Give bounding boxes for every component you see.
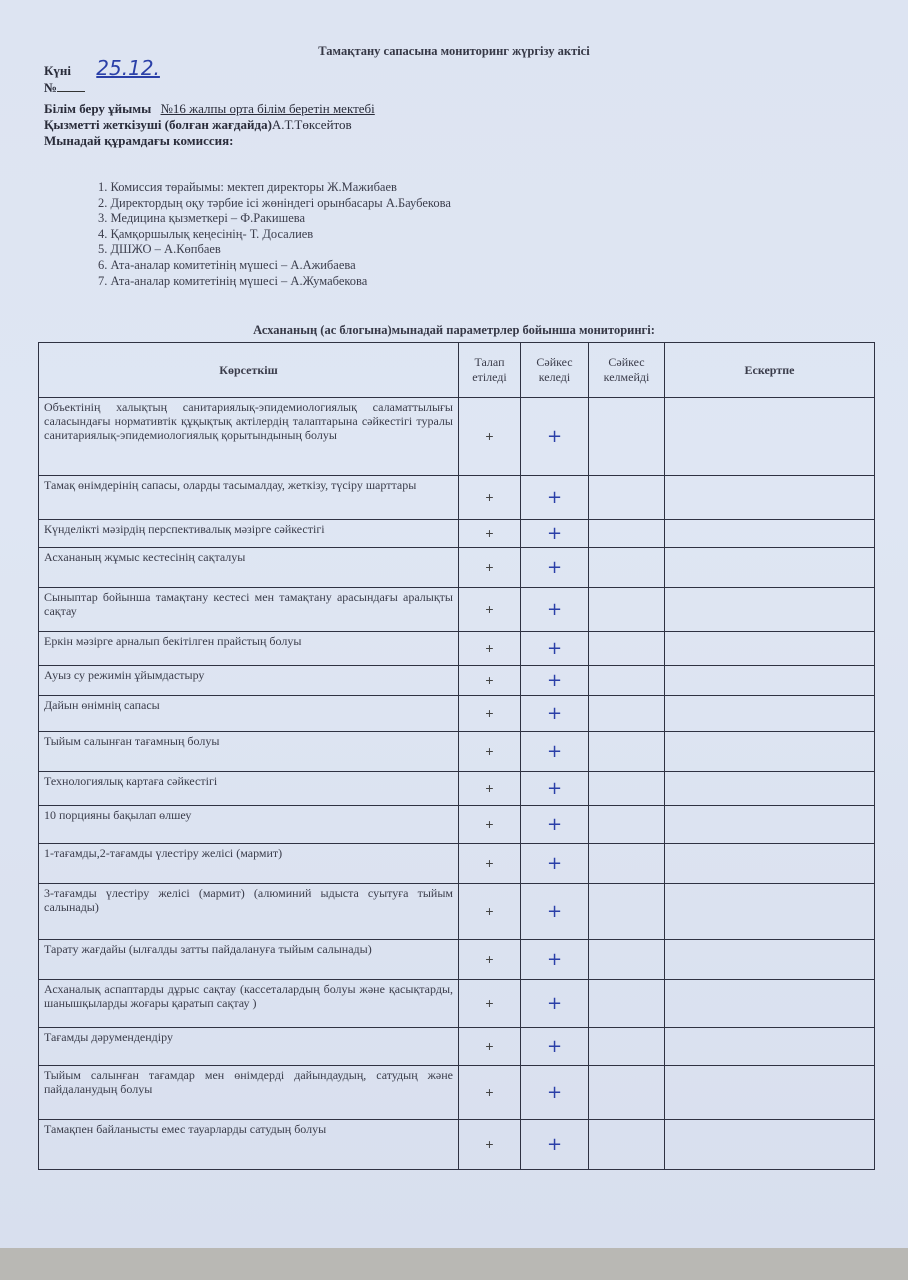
header-required: Талап етіледі <box>459 343 521 398</box>
note-cell <box>665 520 875 548</box>
supplier-label: Қызметті жеткізуші (болған жағдайда) <box>44 117 272 132</box>
compliant-cell <box>521 980 589 1028</box>
indicator-cell: Асханалық аспаптарды дұрыс сақтау (кассеталардың болуы және қасықтарды, шанышқыларды жоғары қаратып сақтау ) <box>39 980 459 1028</box>
required-cell <box>459 980 521 1028</box>
required-mark: + <box>485 640 494 656</box>
member-item: 4. Қамқоршылық кеңесінің- Т. Досалиев <box>98 226 314 241</box>
compliant-mark: + <box>546 778 563 799</box>
required-mark: + <box>485 855 494 871</box>
required-cell <box>459 520 521 548</box>
compliant-cell <box>521 520 589 548</box>
noncompliant-cell <box>589 588 665 632</box>
required-cell <box>459 1028 521 1066</box>
compliant-cell <box>521 844 589 884</box>
required-mark: + <box>485 1136 494 1152</box>
required-cell <box>459 548 521 588</box>
table-row <box>39 1066 875 1120</box>
compliant-mark: + <box>546 638 563 659</box>
number-label: № <box>44 80 58 95</box>
noncompliant-cell <box>589 732 665 772</box>
indicator-cell: 3-тағамды үлестіру желісі (мармит) (алюминий ыдыста суытуға тыйым салынады) <box>39 884 459 940</box>
noncompliant-cell <box>589 696 665 732</box>
indicator-cell: Сыныптар бойынша тамақтану кестесі мен тамақтану арасындағы аралықты сақтау <box>39 588 459 632</box>
header-indicator: Көрсеткіш <box>39 343 459 398</box>
table-row <box>39 1028 875 1066</box>
member-item: 3. Медицина қызметкері – Ф.Ракишева <box>98 211 306 226</box>
required-cell <box>459 884 521 940</box>
compliant-cell <box>521 806 589 844</box>
table-row <box>39 1120 875 1170</box>
noncompliant-cell <box>589 632 665 666</box>
header-compliant: Сәйкес келеді <box>521 343 589 398</box>
compliant-cell <box>521 588 589 632</box>
note-cell <box>665 772 875 806</box>
org-label: Білім беру ұйымы <box>44 101 152 116</box>
indicator-cell: Объектінің халықтың санитариялық-эпидемиологиялық саламаттылығы саласындағы нормативтік құқықтық актілердің талаптарына сәйкестігі туралы санитариялық-эпидемиологиялық қорытындының болуы <box>39 398 459 476</box>
required-cell <box>459 476 521 520</box>
indicator-cell: Тыйым салынған тағамның болуы <box>39 732 459 772</box>
required-cell <box>459 1120 521 1170</box>
table-row <box>39 666 875 696</box>
table-body <box>39 398 875 1170</box>
compliant-cell <box>521 940 589 980</box>
required-cell <box>459 806 521 844</box>
noncompliant-cell <box>589 398 665 476</box>
note-cell <box>665 884 875 940</box>
compliant-mark: + <box>546 1082 563 1103</box>
note-cell <box>665 980 875 1028</box>
note-cell <box>665 548 875 588</box>
required-mark: + <box>485 995 494 1011</box>
required-cell <box>459 632 521 666</box>
member-item: 7. Ата-аналар комитетінің мүшесі – А.Жумабекова <box>98 273 368 288</box>
table-row <box>39 732 875 772</box>
required-cell <box>459 666 521 696</box>
note-cell <box>665 732 875 772</box>
commission-line <box>44 133 234 149</box>
noncompliant-cell <box>589 548 665 588</box>
note-cell <box>665 844 875 884</box>
date-line <box>44 56 160 80</box>
header-note: Ескертпе <box>665 343 875 398</box>
member-item: 5. ДШЖО – А.Көпбаев <box>98 242 221 257</box>
compliant-mark: + <box>546 993 563 1014</box>
compliant-cell <box>521 398 589 476</box>
note-cell <box>665 666 875 696</box>
compliant-cell <box>521 666 589 696</box>
compliant-cell <box>521 1120 589 1170</box>
table-row <box>39 806 875 844</box>
required-mark: + <box>485 951 494 967</box>
required-mark: + <box>485 705 494 721</box>
noncompliant-cell <box>589 476 665 520</box>
note-cell <box>665 1066 875 1120</box>
compliant-cell <box>521 476 589 520</box>
compliant-mark: + <box>546 853 563 874</box>
noncompliant-cell <box>589 980 665 1028</box>
commission-members <box>98 180 451 289</box>
compliant-mark: + <box>546 426 563 447</box>
required-mark: + <box>485 489 494 505</box>
table-row <box>39 844 875 884</box>
required-cell <box>459 940 521 980</box>
document-title: Тамақтану сапасына мониторинг жүргізу актісі <box>318 44 590 58</box>
date-label: Күні <box>44 63 72 78</box>
required-mark: + <box>485 601 494 617</box>
indicator-cell: Тыйым салынған тағамдар мен өнімдерді дайындаудың, сатудың және пайдаланудың болуы <box>39 1066 459 1120</box>
indicator-cell: Тағамды дәрумендендіру <box>39 1028 459 1066</box>
note-cell <box>665 696 875 732</box>
note-cell <box>665 940 875 980</box>
supplier-line <box>44 117 352 133</box>
compliant-mark: + <box>546 703 563 724</box>
member-item: 1. Комиссия төрайымы: мектеп директоры Ж.Мажибаев <box>98 180 397 194</box>
noncompliant-cell <box>589 772 665 806</box>
supplier-value: А.Т.Төксейтов <box>271 117 352 132</box>
required-cell <box>459 844 521 884</box>
required-cell <box>459 398 521 476</box>
required-cell <box>459 1066 521 1120</box>
required-mark: + <box>485 672 494 688</box>
member-item: 2. Директордың оқу тәрбие ісі жөніндегі орынбасары А.Баубекова <box>98 195 451 210</box>
noncompliant-cell <box>589 806 665 844</box>
noncompliant-cell <box>589 1066 665 1120</box>
indicator-cell: Технологиялық картаға сәйкестігі <box>39 772 459 806</box>
note-cell <box>665 632 875 666</box>
compliant-mark: + <box>546 901 563 922</box>
table-header-row <box>39 343 875 398</box>
required-cell <box>459 588 521 632</box>
compliant-cell <box>521 772 589 806</box>
required-mark: + <box>485 816 494 832</box>
required-cell <box>459 696 521 732</box>
table-row <box>39 772 875 806</box>
org-value: №16 жалпы орта білім беретін мектебі <box>160 101 375 116</box>
indicator-cell: Күнделікті мәзірдің перспективалық мәзірге сәйкестігі <box>39 520 459 548</box>
note-cell <box>665 398 875 476</box>
table-row <box>39 588 875 632</box>
required-mark: + <box>485 559 494 575</box>
compliant-cell <box>521 732 589 772</box>
date-value: 25.12. <box>96 56 160 80</box>
noncompliant-cell <box>589 884 665 940</box>
compliant-mark: + <box>546 1036 563 1057</box>
compliant-cell <box>521 548 589 588</box>
compliant-mark: + <box>546 1134 563 1155</box>
table-row <box>39 476 875 520</box>
table-row <box>39 696 875 732</box>
compliant-cell <box>521 1028 589 1066</box>
indicator-cell: Ауыз су режимін ұйымдастыру <box>39 666 459 696</box>
compliant-mark: + <box>546 949 563 970</box>
note-cell <box>665 476 875 520</box>
table-row <box>39 520 875 548</box>
note-cell <box>665 588 875 632</box>
indicator-cell: 1-тағамды,2-тағамды үлестіру желісі (мармит) <box>39 844 459 884</box>
compliant-cell <box>521 632 589 666</box>
indicator-cell: Асхананың жұмыс кестесінің сақталуы <box>39 548 459 588</box>
note-cell <box>665 1120 875 1170</box>
indicator-cell: Еркін мәзірге арналып бекітілген прайстың болуы <box>39 632 459 666</box>
table-row <box>39 398 875 476</box>
monitoring-table <box>38 342 875 1170</box>
noncompliant-cell <box>589 940 665 980</box>
indicator-cell: Тарату жағдайы (ылғалды затты пайдалануға тыйым салынады) <box>39 940 459 980</box>
noncompliant-cell <box>589 1028 665 1066</box>
commission-label: Мынадай құрамдағы комиссия: <box>44 133 234 148</box>
required-mark: + <box>485 428 494 444</box>
compliant-mark: + <box>546 557 563 578</box>
table-row <box>39 980 875 1028</box>
table-row <box>39 632 875 666</box>
compliant-mark: + <box>546 487 563 508</box>
required-mark: + <box>485 1084 494 1100</box>
noncompliant-cell <box>589 1120 665 1170</box>
required-mark: + <box>485 903 494 919</box>
required-cell <box>459 732 521 772</box>
table-row <box>39 548 875 588</box>
note-cell <box>665 806 875 844</box>
indicator-cell: Тамақпен байланысты емес тауарларды сатудың болуы <box>39 1120 459 1170</box>
compliant-cell <box>521 884 589 940</box>
required-mark: + <box>485 525 494 541</box>
org-line <box>44 101 375 117</box>
required-mark: + <box>485 780 494 796</box>
noncompliant-cell <box>589 520 665 548</box>
indicator-cell: 10 порцияны бақылап өлшеу <box>39 806 459 844</box>
member-item: 6. Ата-аналар комитетінің мүшесі – А.Ажибаева <box>98 257 356 272</box>
compliant-cell <box>521 1066 589 1120</box>
noncompliant-cell <box>589 844 665 884</box>
compliant-mark: + <box>546 523 563 544</box>
note-cell <box>665 1028 875 1066</box>
required-mark: + <box>485 1038 494 1054</box>
table-row <box>39 940 875 980</box>
header-noncompliant: Сәйкес келмейді <box>589 343 665 398</box>
compliant-cell <box>521 696 589 732</box>
indicator-cell: Тамақ өнімдерінің сапасы, оларды тасымалдау, жеткізу, түсіру шарттары <box>39 476 459 520</box>
compliant-mark: + <box>546 670 563 691</box>
table-title: Асхананың (ас блогына)мынадай параметрлер бойынша мониторингі: <box>253 323 655 337</box>
noncompliant-cell <box>589 666 665 696</box>
table-row <box>39 884 875 940</box>
compliant-mark: + <box>546 741 563 762</box>
number-line <box>44 80 85 96</box>
required-mark: + <box>485 743 494 759</box>
compliant-mark: + <box>546 814 563 835</box>
required-cell <box>459 772 521 806</box>
compliant-mark: + <box>546 599 563 620</box>
indicator-cell: Дайын өнімнің сапасы <box>39 696 459 732</box>
